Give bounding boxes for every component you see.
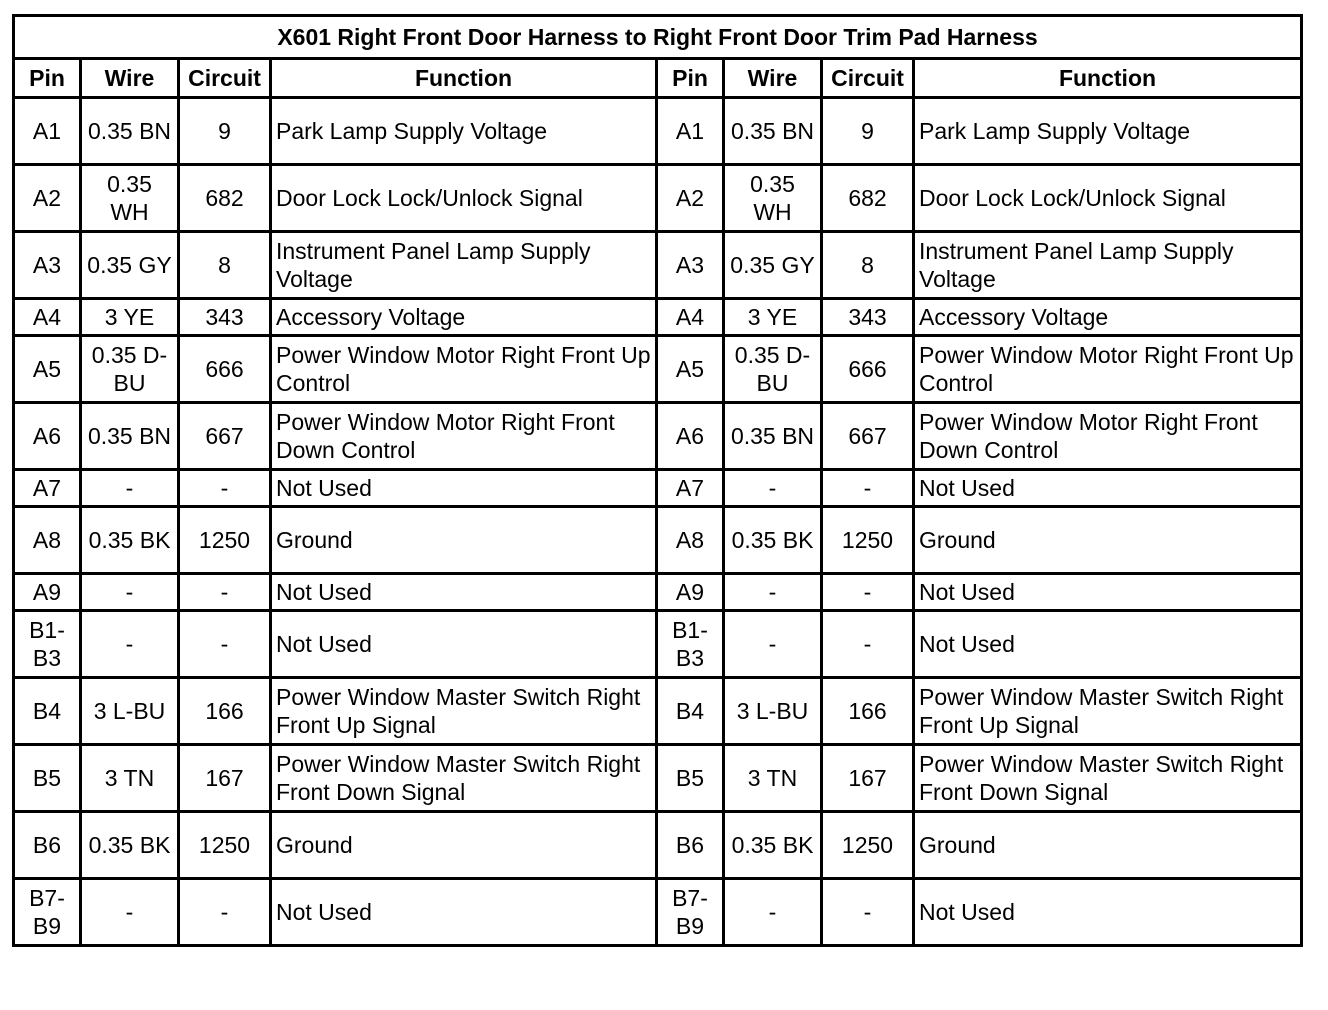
- cell-pin-left: A1: [14, 98, 81, 165]
- cell-wire-right: 0.35 GY: [724, 232, 822, 299]
- cell-pin-left: A8: [14, 507, 81, 574]
- cell-wire-right: -: [724, 879, 822, 946]
- cell-circuit-left: -: [179, 470, 271, 507]
- cell-wire-right: 0.35 BN: [724, 98, 822, 165]
- cell-circuit-left: 9: [179, 98, 271, 165]
- cell-wire-left: -: [81, 611, 179, 678]
- cell-function-right: Door Lock Lock/Unlock Signal: [914, 165, 1302, 232]
- cell-circuit-right: -: [822, 611, 914, 678]
- cell-pin-left: A7: [14, 470, 81, 507]
- table-row: [14, 574, 1302, 611]
- cell-pin-left: A4: [14, 299, 81, 336]
- cell-function-right: Instrument Panel Lamp Supply Voltage: [914, 232, 1302, 299]
- cell-function-right: Accessory Voltage: [914, 299, 1302, 336]
- cell-function-left: Not Used: [271, 470, 657, 507]
- cell-circuit-right: -: [822, 470, 914, 507]
- cell-pin-left: B6: [14, 812, 81, 879]
- cell-function-left: Not Used: [271, 611, 657, 678]
- cell-function-left: Accessory Voltage: [271, 299, 657, 336]
- cell-function-left: Power Window Motor Right Front Down Control: [271, 403, 657, 470]
- cell-pin-left: A5: [14, 336, 81, 403]
- header-function-left: Function: [271, 59, 657, 98]
- cell-circuit-left: 1250: [179, 812, 271, 879]
- cell-wire-right: -: [724, 574, 822, 611]
- cell-function-left: Park Lamp Supply Voltage: [271, 98, 657, 165]
- cell-wire-left: 0.35 BK: [81, 812, 179, 879]
- cell-pin-right: A1: [657, 98, 724, 165]
- cell-function-left: Not Used: [271, 879, 657, 946]
- cell-pin-left: B1-B3: [14, 611, 81, 678]
- cell-circuit-left: 682: [179, 165, 271, 232]
- header-wire-right: Wire: [724, 59, 822, 98]
- table-row: [14, 336, 1302, 403]
- cell-circuit-right: 166: [822, 678, 914, 745]
- header-wire-left: Wire: [81, 59, 179, 98]
- header-pin-right: Pin: [657, 59, 724, 98]
- cell-pin-left: B4: [14, 678, 81, 745]
- table-row: [14, 403, 1302, 470]
- cell-circuit-right: 1250: [822, 812, 914, 879]
- cell-pin-right: A6: [657, 403, 724, 470]
- cell-function-left: Instrument Panel Lamp Supply Voltage: [271, 232, 657, 299]
- cell-pin-right: A9: [657, 574, 724, 611]
- cell-wire-left: 0.35 BK: [81, 507, 179, 574]
- cell-circuit-right: 167: [822, 745, 914, 812]
- cell-function-left: Door Lock Lock/Unlock Signal: [271, 165, 657, 232]
- cell-pin-right: B1-B3: [657, 611, 724, 678]
- cell-wire-left: 0.35 D-BU: [81, 336, 179, 403]
- cell-wire-left: 3 TN: [81, 745, 179, 812]
- header-circuit-right: Circuit: [822, 59, 914, 98]
- cell-wire-left: 0.35 GY: [81, 232, 179, 299]
- cell-wire-right: 0.35 WH: [724, 165, 822, 232]
- table-row: [14, 470, 1302, 507]
- cell-function-right: Not Used: [914, 879, 1302, 946]
- cell-function-left: Not Used: [271, 574, 657, 611]
- cell-circuit-left: 343: [179, 299, 271, 336]
- cell-pin-right: B7-B9: [657, 879, 724, 946]
- cell-function-left: Power Window Master Switch Right Front Down Signal: [271, 745, 657, 812]
- table-row: [14, 678, 1302, 745]
- cell-pin-left: B7-B9: [14, 879, 81, 946]
- cell-pin-right: A7: [657, 470, 724, 507]
- cell-pin-right: A5: [657, 336, 724, 403]
- cell-wire-right: 0.35 D-BU: [724, 336, 822, 403]
- cell-wire-left: -: [81, 879, 179, 946]
- cell-pin-left: A2: [14, 165, 81, 232]
- cell-circuit-left: 667: [179, 403, 271, 470]
- header-row: [14, 59, 1302, 98]
- cell-wire-right: -: [724, 611, 822, 678]
- cell-circuit-right: 9: [822, 98, 914, 165]
- cell-pin-right: B4: [657, 678, 724, 745]
- cell-pin-right: B6: [657, 812, 724, 879]
- cell-wire-right: 3 TN: [724, 745, 822, 812]
- cell-pin-left: B5: [14, 745, 81, 812]
- cell-pin-left: A6: [14, 403, 81, 470]
- cell-function-right: Ground: [914, 812, 1302, 879]
- cell-pin-left: A3: [14, 232, 81, 299]
- header-pin-left: Pin: [14, 59, 81, 98]
- cell-circuit-left: -: [179, 879, 271, 946]
- cell-wire-left: 0.35 BN: [81, 98, 179, 165]
- cell-circuit-right: -: [822, 879, 914, 946]
- cell-wire-left: 3 YE: [81, 299, 179, 336]
- cell-wire-left: -: [81, 574, 179, 611]
- cell-wire-right: 3 YE: [724, 299, 822, 336]
- cell-function-right: Ground: [914, 507, 1302, 574]
- cell-wire-right: -: [724, 470, 822, 507]
- cell-pin-right: A4: [657, 299, 724, 336]
- cell-function-right: Power Window Motor Right Front Up Control: [914, 336, 1302, 403]
- cell-circuit-right: 1250: [822, 507, 914, 574]
- cell-circuit-left: -: [179, 574, 271, 611]
- cell-circuit-right: 667: [822, 403, 914, 470]
- cell-pin-left: A9: [14, 574, 81, 611]
- table-row: [14, 165, 1302, 232]
- cell-circuit-right: 8: [822, 232, 914, 299]
- cell-function-right: Power Window Master Switch Right Front Up Signal: [914, 678, 1302, 745]
- cell-circuit-right: -: [822, 574, 914, 611]
- header-function-right: Function: [914, 59, 1302, 98]
- cell-function-right: Not Used: [914, 470, 1302, 507]
- cell-function-right: Park Lamp Supply Voltage: [914, 98, 1302, 165]
- table-row: [14, 507, 1302, 574]
- cell-circuit-left: 1250: [179, 507, 271, 574]
- cell-wire-left: -: [81, 470, 179, 507]
- table-title: X601 Right Front Door Harness to Right Front Door Trim Pad Harness: [14, 16, 1302, 59]
- header-circuit-left: Circuit: [179, 59, 271, 98]
- cell-circuit-left: 166: [179, 678, 271, 745]
- cell-wire-left: 0.35 BN: [81, 403, 179, 470]
- cell-function-left: Ground: [271, 507, 657, 574]
- cell-function-left: Power Window Motor Right Front Up Control: [271, 336, 657, 403]
- cell-pin-right: A3: [657, 232, 724, 299]
- cell-function-right: Not Used: [914, 574, 1302, 611]
- cell-circuit-left: 167: [179, 745, 271, 812]
- cell-circuit-right: 682: [822, 165, 914, 232]
- table-row: [14, 299, 1302, 336]
- cell-function-left: Power Window Master Switch Right Front Up Signal: [271, 678, 657, 745]
- table-row: [14, 611, 1302, 678]
- cell-circuit-left: 8: [179, 232, 271, 299]
- table-row: [14, 879, 1302, 946]
- cell-wire-left: 3 L-BU: [81, 678, 179, 745]
- cell-circuit-left: 666: [179, 336, 271, 403]
- table-body: [14, 98, 1302, 946]
- cell-pin-right: A8: [657, 507, 724, 574]
- table-row: [14, 232, 1302, 299]
- cell-function-right: Power Window Motor Right Front Down Control: [914, 403, 1302, 470]
- cell-wire-right: 0.35 BN: [724, 403, 822, 470]
- cell-wire-right: 0.35 BK: [724, 812, 822, 879]
- table-row: [14, 745, 1302, 812]
- connector-pinout-table: [12, 14, 1303, 947]
- cell-function-right: Power Window Master Switch Right Front Down Signal: [914, 745, 1302, 812]
- cell-pin-right: A2: [657, 165, 724, 232]
- table-row: [14, 98, 1302, 165]
- cell-wire-left: 0.35 WH: [81, 165, 179, 232]
- cell-wire-right: 3 L-BU: [724, 678, 822, 745]
- table-row: [14, 812, 1302, 879]
- cell-function-right: Not Used: [914, 611, 1302, 678]
- cell-pin-right: B5: [657, 745, 724, 812]
- cell-circuit-right: 343: [822, 299, 914, 336]
- cell-function-left: Ground: [271, 812, 657, 879]
- cell-circuit-right: 666: [822, 336, 914, 403]
- cell-circuit-left: -: [179, 611, 271, 678]
- cell-wire-right: 0.35 BK: [724, 507, 822, 574]
